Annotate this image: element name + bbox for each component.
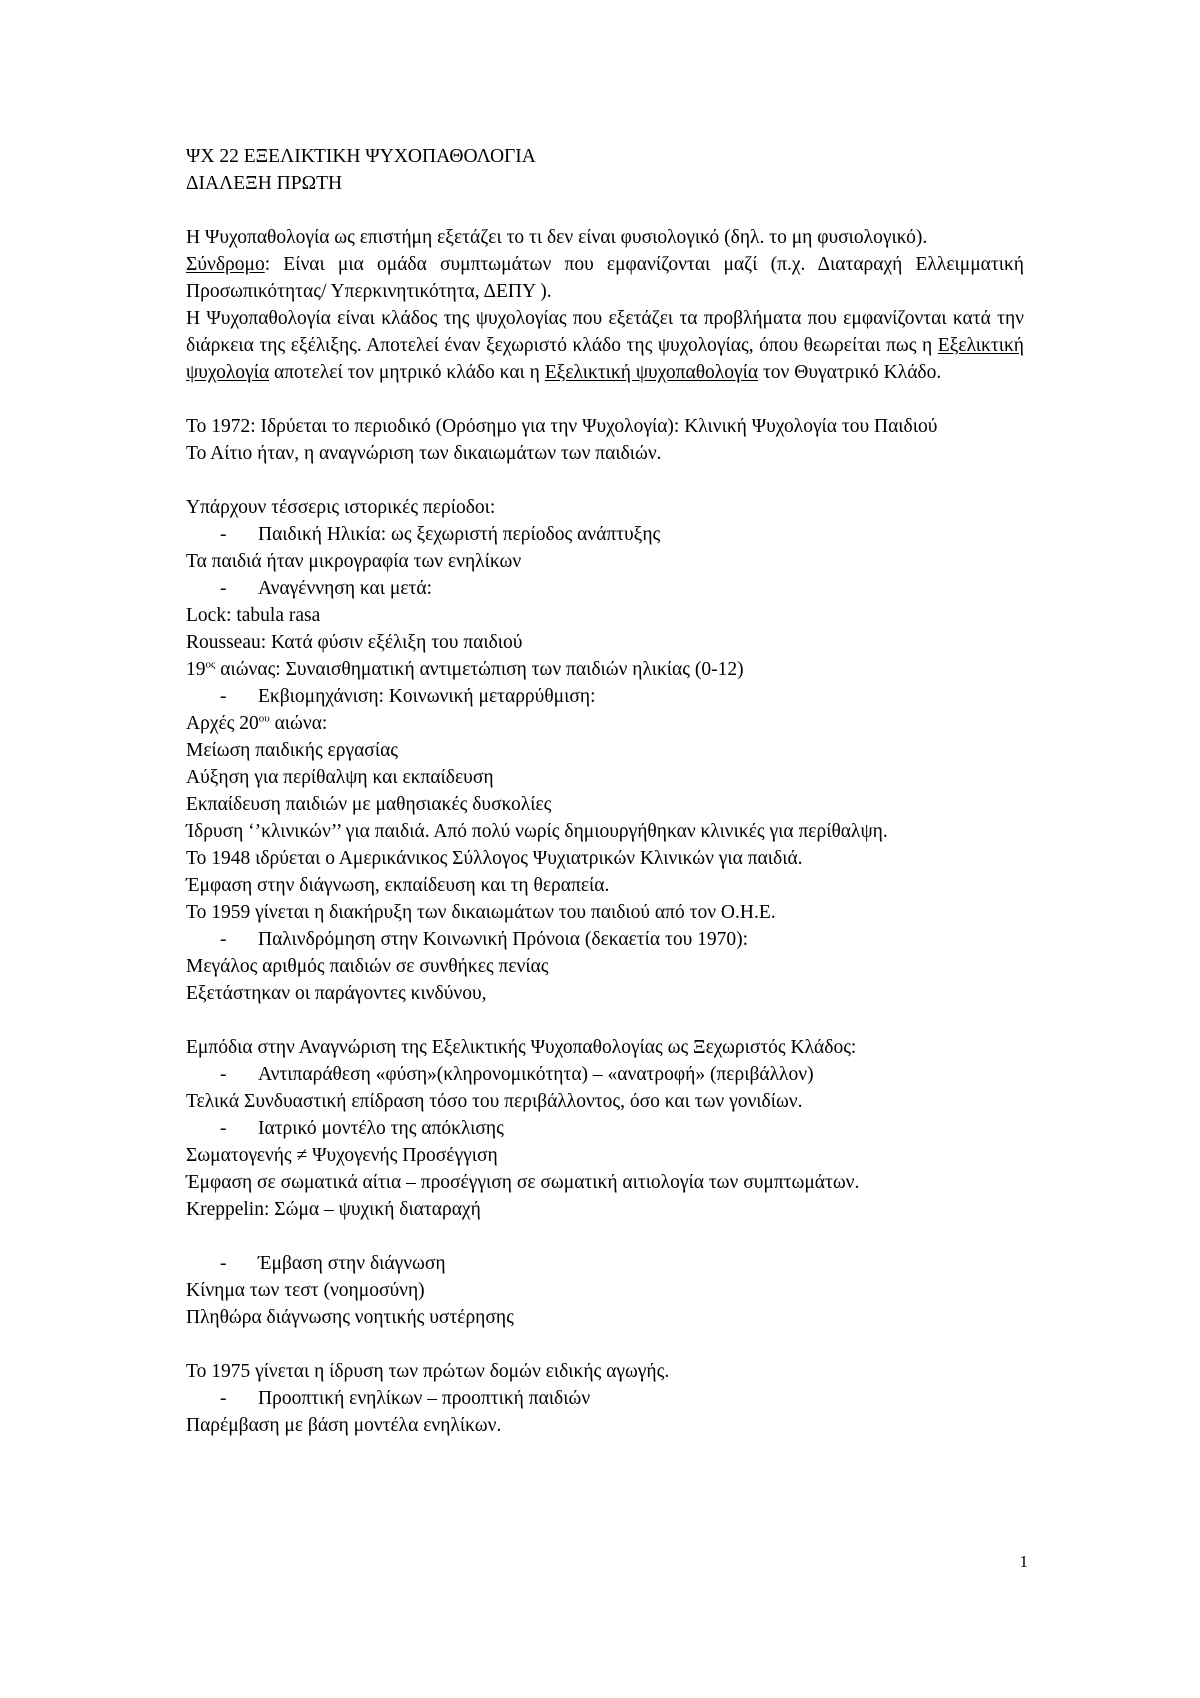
dash-marker: - [220, 1253, 227, 1274]
bullet-item [186, 683, 1024, 710]
text-line: Εκπαίδευση παιδιών με μαθησιακές δυσκολίες [186, 794, 552, 815]
bullet-item [186, 1250, 1024, 1277]
spacer [186, 1223, 1024, 1250]
text-line: Πληθώρα διάγνωσης νοητικής υστέρησης [186, 1307, 514, 1328]
text-line: Μείωση παιδικής εργασίας [186, 740, 399, 761]
text-line: Σωματογενής ≠ Ψυχογενής Προσέγγιση [186, 1145, 498, 1166]
spacer [186, 197, 1024, 224]
branch-text-c: τον Θυγατρικό Κλάδο. [758, 362, 942, 383]
dash-marker: - [220, 1064, 227, 1085]
text-line: Lock: tabula rasa [186, 605, 321, 626]
spacer [186, 1331, 1024, 1358]
century-text: αιώνας: Συναισθηματική αντιμετώπιση των παιδιών ηλικίας (0-12) [215, 659, 744, 680]
bullet-text: Αντιπαράθεση «φύση»(κληρονομικότητα) – «ανατροφή» (περιβάλλον) [258, 1064, 814, 1085]
bullet-text: Έμβαση στην διάγνωση [258, 1253, 446, 1274]
text-line: Εξετάστηκαν οι παράγοντες κινδύνου, [186, 983, 487, 1004]
journal-1972-paragraph: Το 1972: Ιδρύεται το περιοδικό (Ορόσημο για την Ψυχολογία): Κλινική Ψυχολογία του Παιδιού [186, 416, 938, 437]
text-line: Το 1975 γίνεται η ίδρυση των πρώτων δομών ειδικής αγωγής. [186, 1361, 670, 1382]
bullet-text: Παλινδρόμηση στην Κοινωνική Πρόνοια (δεκαετία του 1970): [258, 929, 749, 950]
bullet-item [186, 1385, 1024, 1412]
text-line: Ίδρυση ‘’κλινικών’’ για παιδιά. Από πολύ νωρίς δημιουργήθηκαν κλινικές για περίθαλψη. [186, 821, 888, 842]
branch-paragraph [186, 305, 1024, 386]
bullet-item [186, 926, 1024, 953]
ordinal-suffix: ου [258, 712, 270, 725]
text-line [186, 656, 1024, 683]
cause-line: Το Αίτιο ήταν, η αναγνώριση των δικαιωμάτων των παιδιών. [186, 443, 662, 464]
text-line [186, 710, 1024, 737]
bullet-text: Ιατρικό μοντέλο της απόκλισης [258, 1118, 504, 1139]
bullet-text: Αναγέννηση και μετά: [258, 578, 432, 599]
branch-text-b: αποτελεί τον μητρικό κλάδο και η [269, 362, 545, 383]
obstacles-heading: Εμπόδια στην Αναγνώριση της Εξελικτικής Ψυχοπαθολογίας ως Ξεχωριστός Κλάδος: [186, 1037, 857, 1058]
ordinal-suffix: ος [205, 658, 216, 671]
developmental-psychology-term: Εξελικτική ψυχολογία [186, 335, 1024, 383]
text-line: Το 1959 γίνεται η διακήρυξη των δικαιωμάτων του παιδιού από τον Ο.Η.Ε. [186, 902, 776, 923]
dash-marker: - [220, 578, 227, 599]
spacer [186, 467, 1024, 494]
text-line: Rousseau: Κατά φύσιν εξέλιξη του παιδιού [186, 632, 523, 653]
dash-marker: - [220, 1118, 227, 1139]
bullet-item [186, 1115, 1024, 1142]
developmental-psychopathology-term: Εξελικτική ψυχοπαθολογία [544, 362, 759, 383]
bullet-text: Προοπτική ενηλίκων – προοπτική παιδιών [258, 1388, 591, 1409]
century-text: αιώνα: [269, 713, 328, 734]
spacer [186, 1007, 1024, 1034]
bullet-text: Παιδική Ηλικία: ως ξεχωριστή περίοδος ανάπτυξης [258, 524, 661, 545]
periods-heading: Υπάρχουν τέσσερις ιστορικές περίοδοι: [186, 497, 496, 518]
document-title: ΨΧ 22 ΕΞΕΛΙΚΤΙΚΗ ΨΥΧΟΠΑΘΟΛΟΓΙΑ [186, 146, 536, 167]
century-number: Αρχές 20 [186, 713, 259, 734]
text-line: Τελικά Συνδυαστική επίδραση τόσο του περιβάλλοντος, όσο και των γονιδίων. [186, 1091, 803, 1112]
page-number: 1 [1019, 1552, 1028, 1571]
text-line: Αύξηση για περίθαλψη και εκπαίδευση [186, 767, 494, 788]
dash-marker: - [220, 1388, 227, 1409]
syndrome-paragraph [186, 251, 1024, 305]
text-line: Έμφαση στην διάγνωση, εκπαίδευση και τη θεραπεία. [186, 875, 610, 896]
bullet-item [186, 1061, 1024, 1088]
text-line: Kreppelin: Σώμα – ψυχική διαταραχή [186, 1199, 481, 1220]
bullet-text: Εκβιομηχάνιση: Κοινωνική μεταρρύθμιση: [258, 686, 596, 707]
century-number: 19 [186, 659, 206, 680]
bullet-item [186, 521, 1024, 548]
document-body [186, 143, 1024, 1439]
syndrome-term: Σύνδρομο [186, 254, 265, 275]
bullet-item [186, 575, 1024, 602]
branch-text-a: Η Ψυχοπαθολογία είναι κλάδος της ψυχολογίας που εξετάζει τα προβλήματα που εμφανίζονται κατά την διάρκεια της εξέλιξης. Αποτελεί έναν ξεχωριστό κλάδο της ψυχολογίας, όπου θεωρείται πως η [186, 308, 1024, 356]
spacer [186, 386, 1024, 413]
text-line: Το 1948 ιδρύεται ο Αμερικάνικος Σύλλογος Ψυχιατρικών Κλινικών για παιδιά. [186, 848, 803, 869]
dash-marker: - [220, 686, 227, 707]
lecture-subtitle: ΔΙΑΛΕΞΗ ΠΡΩΤΗ [186, 173, 343, 194]
text-line: Έμφαση σε σωματικά αίτια – προσέγγιση σε σωματική αιτιολογία των συμπτωμάτων. [186, 1172, 860, 1193]
text-line: Τα παιδιά ήταν μικρογραφία των ενηλίκων [186, 551, 522, 572]
text-line: Παρέμβαση με βάση μοντέλα ενηλίκων. [186, 1415, 502, 1436]
dash-marker: - [220, 929, 227, 950]
text-line: Μεγάλος αριθμός παιδιών σε συνθήκες πενίας [186, 956, 549, 977]
syndrome-definition: : Είναι μια ομάδα συμπτωμάτων που εμφανίζονται μαζί (π.χ. Διαταραχή Ελλειμματική Προσωπικότητας/ Υπερκινητικότητα, ΔΕΠΥ ). [186, 254, 1024, 302]
dash-marker: - [220, 524, 227, 545]
intro-paragraph: Η Ψυχοπαθολογία ως επιστήμη εξετάζει το τι δεν είναι φυσιολογικό (δηλ. το μη φυσιολογικό). [186, 227, 928, 248]
text-line: Κίνημα των τεστ (νοημοσύνη) [186, 1280, 425, 1301]
